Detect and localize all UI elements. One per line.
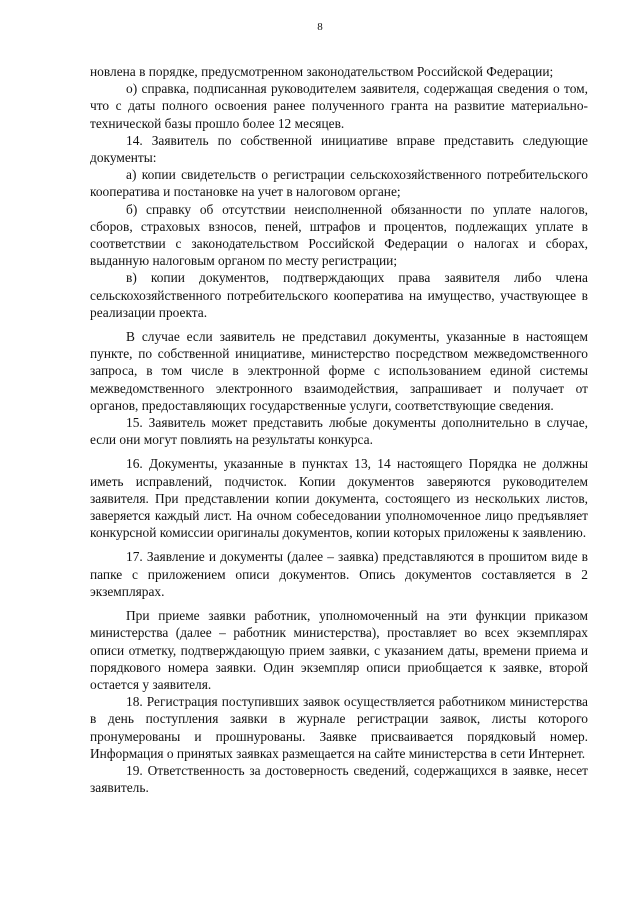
- paragraph-item-a: а) копии свидетельств о регистрации сельскохозяйственного потребительского кооператива и постановке на учет в налоговом органе;: [90, 167, 588, 200]
- paragraph-item-b: б) справку об отсутствии неисполненной обязанности по уплате налогов, сборов, страховых взносов, пеней, штрафов и процентов, подлежащих уплате в соответствии с законодательством Российской Федерации о налогах и сборах, выданную налоговым органом по месту регистрации;: [90, 201, 588, 269]
- paragraph-item-o: о) справка, подписанная руководителем заявителя, содержащая сведения о том, что с даты полного освоения ранее полученного гранта на развитие материально-технической базы прошло более 12 месяцев.: [90, 81, 588, 131]
- paragraph-18: 18. Регистрация поступивших заявок осуществляется работником министерства в день поступления заявки в журнале регистрации заявок, листы которого пронумерованы и прошнурованы. Заявке присваивается порядковый номер. Информация о принятых заявках размещается на сайте министерства в сети Интернет.: [90, 694, 588, 761]
- paragraph-19: 19. Ответственность за достоверность сведений, содержащихся в заявке, несет заявитель.: [90, 762, 588, 796]
- document-body: [90, 63, 588, 796]
- paragraph-item-v: в) копии документов, подтверждающих права заявителя либо члена сельскохозяйственного потребительского кооператива на имущество, участвующее в реализации проекта.: [90, 270, 588, 320]
- page-number: 8: [317, 21, 323, 33]
- paragraph-16: 16. Документы, указанные в пунктах 13, 14 настоящего Порядка не должны иметь исправлений, подчисток. Копии документов заверяются руководителем заявителя. При представлении копии документа, состоящего из нескольких листов, заверяется каждый лист. На очном собеседовании уполномоченное лицо предъявляет конкурсной комиссии оригиналы документов, копии которых приложены к заявлению.: [90, 456, 588, 541]
- paragraph-14: 14. Заявитель по собственной инициативе вправе представить следующие документы:: [90, 132, 588, 166]
- paragraph-15: 15. Заявитель может представить любые документы дополнительно в случае, если они могут повлиять на результаты конкурса.: [90, 415, 588, 448]
- paragraph-continuation: новлена в порядке, предусмотренном законодательством Российской Федерации;: [90, 64, 554, 79]
- paragraph-interagency-request: В случае если заявитель не представил документы, указанные в настоящем пункте, по собственной инициативе, министерство посредством межведомственного запроса, в том числе в электронной форме с использованием единой системы межведомственного электронного взаимодействия, запрашивает и получает от органов, предоставляющих государственные услуги, соответствующие сведения.: [90, 329, 588, 413]
- paragraph-application-receipt: При приеме заявки работник, уполномоченный на эти функции приказом министерства (далее – работник министерства), проставляет во всех экземплярах описи отметку, подтверждающую прием заявки, с указанием даты, времени приема и порядкового номера заявки. Один экземпляр описи приобщается к заявке, второй остается у заявителя.: [90, 608, 588, 692]
- paragraph-17: 17. Заявление и документы (далее – заявка) представляются в прошитом виде в папке с приложением описи документов. Опись документов составляется в 2 экземплярах.: [90, 549, 588, 599]
